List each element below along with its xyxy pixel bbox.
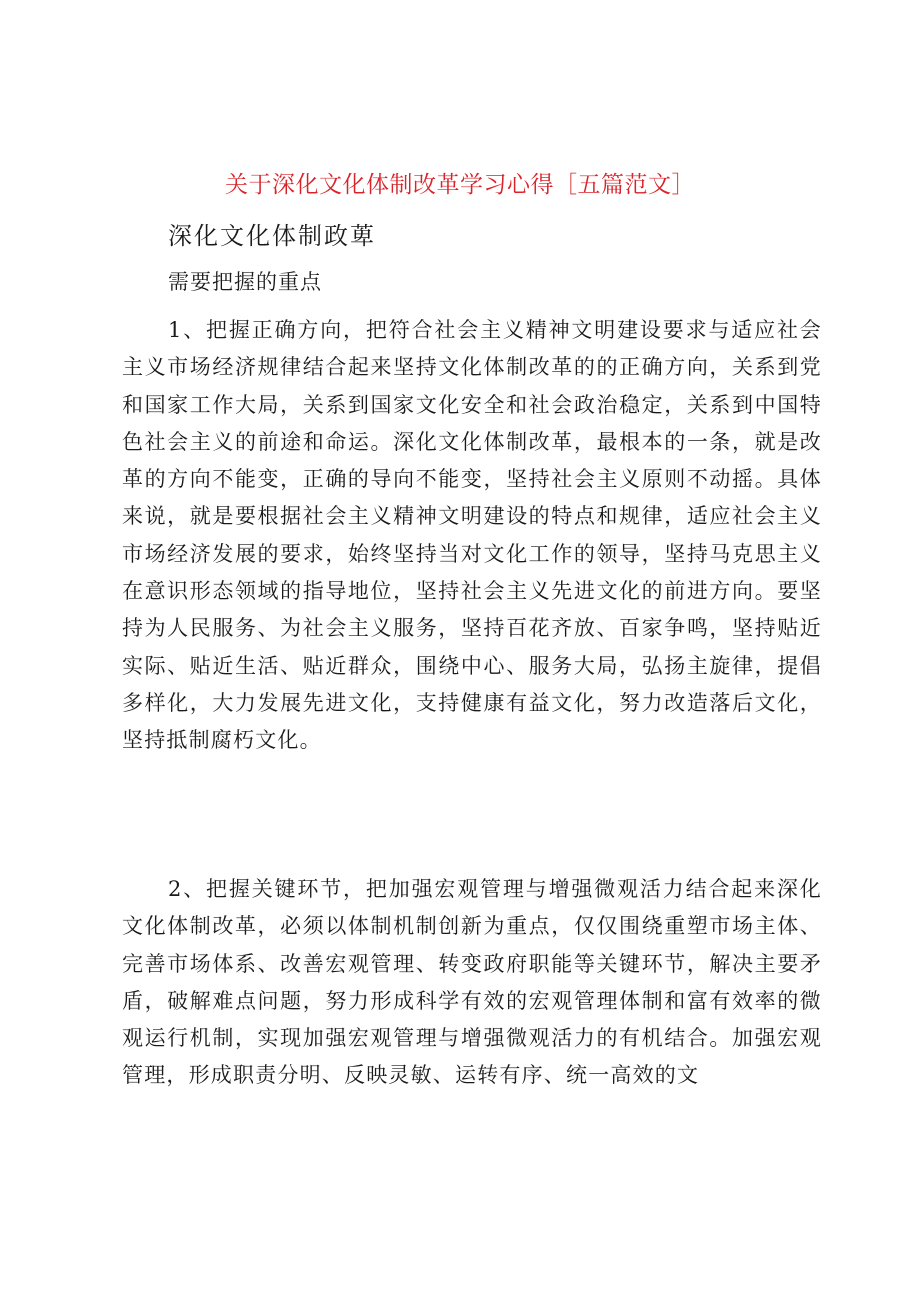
paragraph-1: 1、把握正确方向，把符合社会主义精神文明建设要求与适应社会主义市场经济规律结合起来坚持文化体制改革的的正确方向，关系到党和国家工作大局，关系到国家文化安全和社会政治稳定，关系到中国特色社会主义的前途和命运。深化文化体制改革，最根本的一条，就是改革的方向不能变，正确的导向不能变，坚持社会主义原则不动摇。具体来说，就是要根据社会主义精神文明建设的特点和规律，适应社会主义市场经济发展的要求，始终坚持当对文化工作的领导，坚持马克思主义在意识形态领域的指导地位，坚持社会主义先进文化的前进方向。要坚持为人民服务、为社会主义服务，坚持百花齐放、百家争鸣，坚持贴近实际、贴近生活、贴近群众，围绕中心、服务大局，弘扬主旋律，提倡多样化，大力发展先进文化，支持健康有益文化，努力改造落后文化，坚持抵制腐朽文化。 — [122, 318, 822, 753]
document-subtitle: 深化文化体制政萆 — [168, 222, 376, 250]
document-title: 关于深化文化体制改革学习心得［五篇范文］ — [225, 172, 695, 198]
paragraph-2: 2、把握关键环节，把加强宏观管理与增强微观活力结合起来深化文化体制改革，必须以体制机制创新为重点，仅仅围绕重塑市场主体、完善市场体系、改善宏观管理、转变政府职能等关键环节，解决主要矛盾，破解难点问题，努力形成科学有效的宏观管理体制和富有效率的微观运行机制，实现加强宏观管理与增强微观活力的有机结合。加强宏观管理，形成职责分明、反映灵敏、运转有序、统一高效的文 — [122, 877, 822, 1088]
section-heading: 需要把握的重点 — [168, 270, 322, 294]
